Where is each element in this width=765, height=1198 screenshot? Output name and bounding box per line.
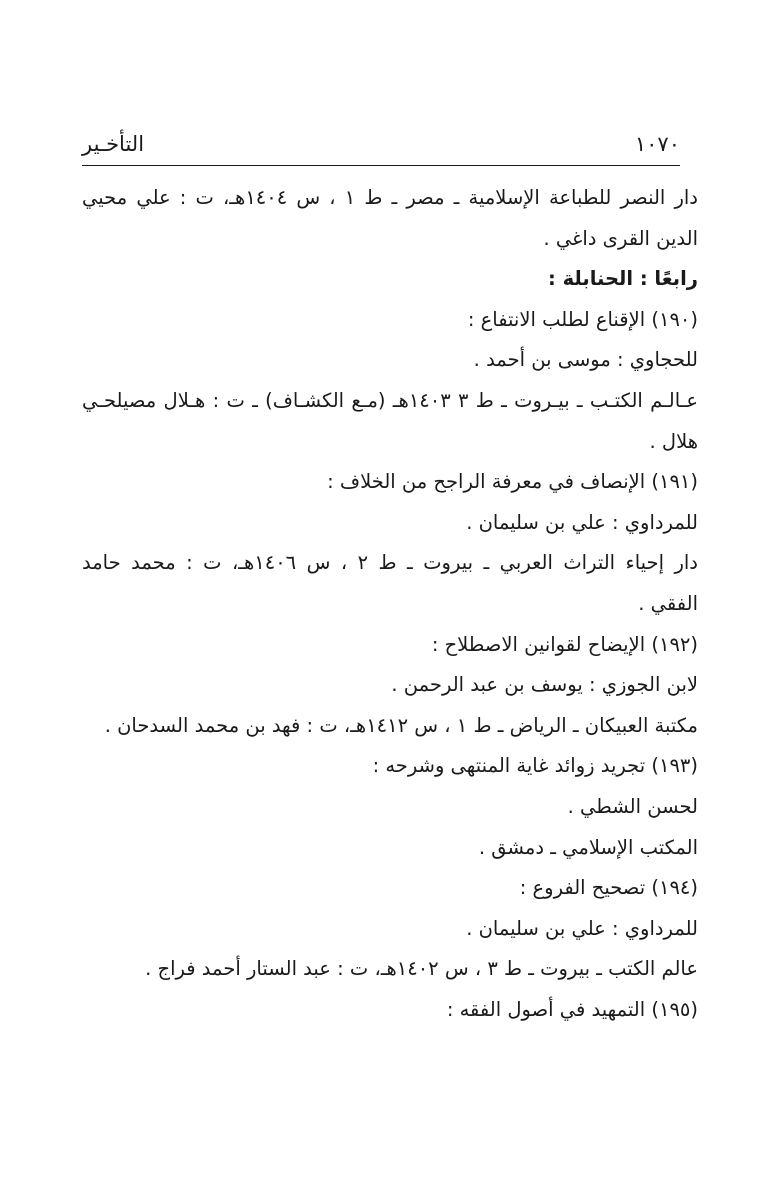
entry-author: لابن الجوزي : يوسف بن عبد الرحمن . — [391, 673, 698, 697]
entry-title: (١٩٠) الإقناع لطلب الانتفاع : — [467, 307, 698, 331]
entry-title: (١٩٢) الإيضاح لقوانين الاصطلاح : — [431, 632, 698, 656]
editor-continuation: الفقي . — [638, 591, 698, 615]
publisher-line: المكتب الإسلامي ـ دمشق . — [478, 835, 698, 859]
running-title: التأخـير — [82, 132, 145, 156]
publisher-line: عالم الكتب ـ بيروت ـ ط ٣ ، س ١٤٠٢هـ، ت : عبد الستار أحمد فراج . — [145, 957, 698, 981]
editor-continuation: الدين القرى داغي . — [543, 226, 698, 250]
page-body — [82, 178, 698, 1030]
publisher-line: مكتبة العبيكان ـ الرياض ـ ط ١ ، س ١٤١٢هـ، ت : فهد بن محمد السدحان . — [104, 713, 698, 737]
publisher-line: دار النصر للطباعة الإسلامية ـ مصر ـ ط ١ ، س ١٤٠٤هـ، ت : علي محيي — [82, 186, 698, 209]
publisher-line: عـالـم الكتـب ـ بيـروت ـ ط ٣ ١٤٠٣هـ (مـع الكشـاف) ـ ت : هـلال مصيلحـي — [82, 388, 698, 412]
entry-title: (١٩٣) تجريد زوائد غاية المنتهى وشرحه : — [372, 754, 698, 778]
entry-author: للحجاوي : موسى بن أحمد . — [473, 348, 698, 372]
section-heading: رابعًا : الحنابلة : — [548, 267, 698, 291]
header-rule — [82, 165, 680, 166]
publisher-line: دار إحياء التراث العربي ـ بيروت ـ ط ٢ ، س ١٤٠٦هـ، ت : محمد حامد — [82, 551, 698, 575]
page-number: ١٠٧٠ — [634, 132, 680, 156]
entry-title: (١٩١) الإنصاف في معرفة الراجح من الخلاف : — [327, 470, 698, 494]
entry-author: للمرداوي : علي بن سليمان . — [466, 510, 698, 534]
editor-continuation: هلال . — [649, 429, 698, 453]
entry-title: (١٩٤) تصحيح الفروع : — [519, 876, 698, 900]
entry-author: لحسن الشطي . — [567, 794, 698, 818]
page-header — [82, 122, 680, 158]
entry-author: للمرداوي : علي بن سليمان . — [466, 916, 698, 940]
entry-title: (١٩٥) التمهيد في أصول الفقه : — [446, 997, 698, 1021]
